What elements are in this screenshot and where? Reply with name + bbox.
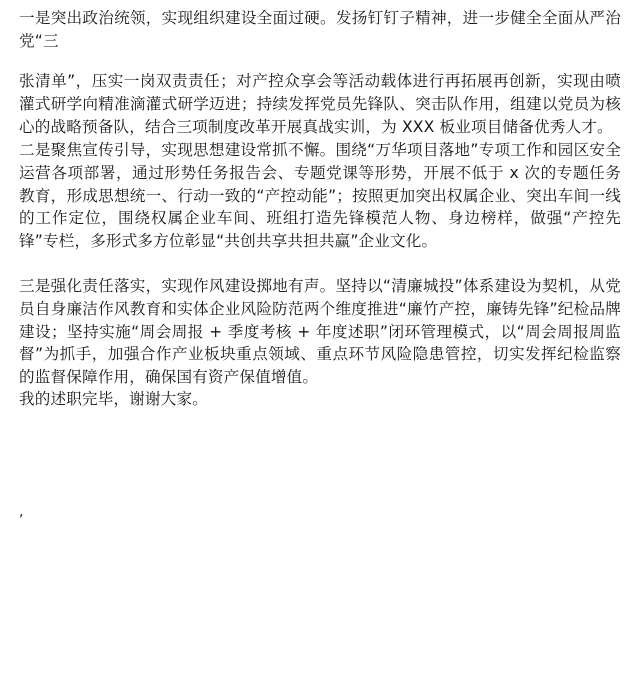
stray-comma-mark: , (19, 504, 24, 520)
paragraph-responsibility-implementation: 三是强化责任落实，实现作风建设掷地有声。坚持以“清廉城投”体系建设为契机，从党员自身廉洁作风教育和实体企业风险防范两个维度推进“廉竹产控，廉铸先锋”纪检品牌建设；坚持实施“周会周报 + 季度考核 + 年度述职”闭环管理模式，以“周会周报周监督”为抓手，加强合作产业板块重点领域、重点环节风险隐患管控，切实发挥纪检监察的监督保障作用，确保国有资产保值增值。 (19, 277, 621, 387)
paragraph-closing-remark: 我的述职完毕，谢谢大家。 (19, 390, 208, 408)
paragraph-organization-building-continued: 张清单”，压实一岗双责责任；对产控众享会等活动载体进行再拓展再创新，实现由喷灌式研学向精准滴灌式研学迈进；持续发挥党员先锋队、突击队作用，组建以党员为核心的战略预备队，结合三项制度改革开展真战实训，为 XXX 板业项目储备优秀人才。 (19, 72, 621, 136)
paragraph-organization-building-first-line: 一是突出政治统领，实现组织建设全面过硬。发扬钉钉子精神，进一步健全全面从严治党“三 (19, 9, 621, 50)
paragraph-publicity-guidance: 二是聚焦宣传引导，实现思想建设常抓不懈。围绕“万华项目落地”专项工作和园区安全运营各项部署，通过形势任务报告会、专题党课等形势，开展不低于 x 次的专题任务教育，形成思想统一、行动一致的“产控动能”；按照更加突出权属企业、突出车间一线的工作定位，围绕权属企业车间、班组打造先锋模范人物、身边榜样，做强“产控先锋”专栏，多形式多方位彰显“共创共享共担共赢”企业文化。 (19, 141, 621, 251)
